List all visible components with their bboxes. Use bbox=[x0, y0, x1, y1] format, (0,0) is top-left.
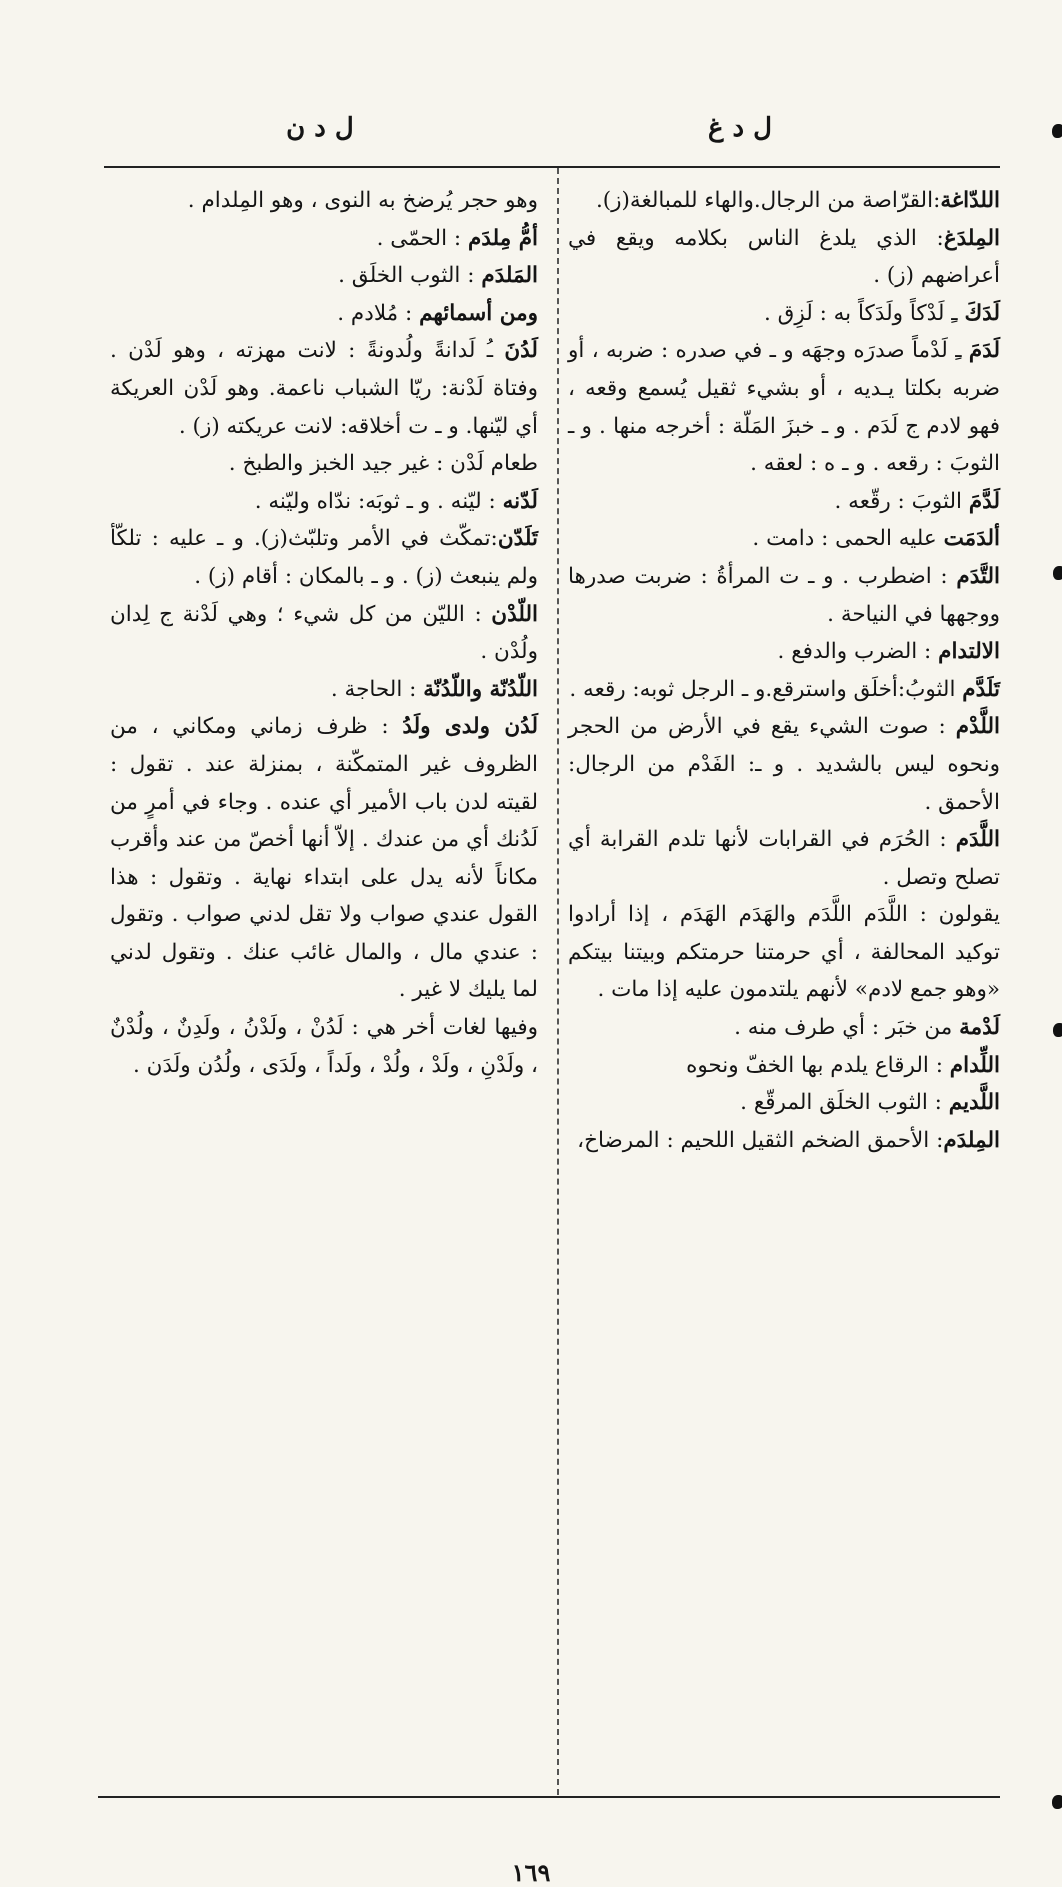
headword: لَدُنَ bbox=[504, 338, 538, 364]
headword: لَدْمة bbox=[959, 1015, 1000, 1041]
headword: تَلَدَّم bbox=[962, 676, 1000, 702]
dictionary-entry bbox=[110, 520, 538, 595]
definition: : اضطرب . و ـ ت المرأةُ : ضربت صدرها ووجهها في النياحة . bbox=[568, 563, 1000, 627]
definition: وفيها لغات أخر هي : لَدُنْ ، ولَدْنُ ، ولَدِنٌ ، ولُدْنٌ ، ولَدْنِ ، ولَدْ ، ولُدْ ، ولَداً ، ولَدَى ، ولُدُن ولَدَن . bbox=[110, 1015, 538, 1078]
dictionary-entry bbox=[110, 671, 538, 709]
definition: وهو حجر يُرضخ به النوى ، وهو المِلدام . bbox=[187, 188, 538, 213]
dictionary-entry bbox=[110, 332, 538, 445]
definition: ـِ لَدْكاً ولَدَكاً به : لَزِق . bbox=[763, 300, 965, 326]
headword: اللّدْن bbox=[491, 601, 538, 627]
headword: اللَّدَم bbox=[955, 827, 1000, 853]
definition: الثوبُ:أخلَق واسترقع.و ـ الرجل ثوبه: رقعه . bbox=[569, 676, 963, 702]
definition: : مُلادم . bbox=[337, 300, 420, 326]
definition: : الرقاع يلدم بها الخفّ ونحوه bbox=[686, 1052, 950, 1078]
definition: : الحمّى . bbox=[376, 225, 468, 251]
definition: :القرّاصة من الرجال.والهاء للمبالغة(ز). bbox=[595, 188, 941, 213]
definition: عليه الحمى : دامت . bbox=[752, 526, 944, 552]
dictionary-entry bbox=[568, 182, 1000, 220]
headword: لَدّنه bbox=[502, 488, 538, 514]
dictionary-entry bbox=[568, 1084, 1000, 1122]
definition: ـِ لَدْماً صدرَه وجهَه و ـ في صدره : ضربه ، أو ضربه بكلتا يـديه ، أو بشيء ثقيل يُسمع وقعه ، فهو لادم ج لَدَم . و ـ خبزَ المَلّة : أخرجه منها . و ـ الثوبَ : رقعه . و ـ ه : لعقه . bbox=[568, 338, 1000, 477]
dictionary-entry bbox=[568, 483, 1000, 521]
dictionary-entry bbox=[568, 520, 1000, 558]
definition: : الذي يلدغ الناس بكلامه ويقع في أعراضهم (ز) . bbox=[568, 225, 1000, 289]
dictionary-entry bbox=[110, 708, 538, 1009]
dictionary-entry bbox=[110, 257, 538, 295]
headword: تَلَدّن bbox=[497, 526, 538, 552]
headword: ومن أسمائهم bbox=[419, 300, 538, 326]
headword: المِلدَم bbox=[943, 1127, 1000, 1153]
dictionary-entry bbox=[568, 1009, 1000, 1047]
right-column bbox=[568, 182, 1000, 1159]
headword: اللِّدام bbox=[949, 1052, 1000, 1078]
dictionary-entry bbox=[110, 295, 538, 333]
definition: : الضرب والدفع . bbox=[777, 639, 939, 665]
edge-mark bbox=[1052, 1795, 1062, 1809]
definition: : الحُرَم في القرابات لأنها تلدم القرابة أي تصلح وتصل . bbox=[568, 827, 1000, 890]
definition: : الحاجة . bbox=[330, 676, 424, 702]
dictionary-entry bbox=[110, 596, 538, 671]
running-head-right: ل د غ bbox=[707, 113, 773, 143]
running-head-left: ل د ن bbox=[286, 113, 354, 143]
headword: المِلدَغ bbox=[943, 225, 1000, 251]
headword: الالتدام bbox=[938, 639, 1000, 665]
dictionary-entry bbox=[110, 483, 538, 521]
definition: يقولون : اللَّدَم اللَّدَم والهَدَم الهَدَم ، إذا أرادوا توكيد المحالفة ، أي حرمتنا حرمتكم وبيتنا بيتكم «وهو جمع لادم» لأنهم يلتدمون عليه إذا مات . bbox=[568, 902, 1000, 1003]
definition: : ليّنه . و ـ ثوبَه: ندّاه وليّنه . bbox=[254, 488, 503, 514]
dictionary-entry bbox=[110, 445, 538, 483]
edge-mark bbox=[1053, 1023, 1062, 1037]
definition: : الأحمق الضخم الثقيل اللحيم : المرضاخ، bbox=[577, 1127, 944, 1153]
definition: : الثوب الخلَق المرقّع . bbox=[740, 1090, 949, 1116]
footer-rule bbox=[98, 1796, 1000, 1798]
definition: : الليّن من كل شيء ؛ وهي لَدْنة ج لِدان ولُدْن . bbox=[110, 601, 538, 665]
headword: لَدَّمَ bbox=[968, 488, 1000, 514]
dictionary-entry bbox=[568, 821, 1000, 896]
dictionary-entry bbox=[110, 1009, 538, 1084]
left-column bbox=[110, 182, 538, 1084]
page-number: ١٦٩ bbox=[511, 1858, 551, 1887]
headword: اللَّدْم bbox=[955, 714, 1000, 740]
definition: الثوبَ : رقّعه . bbox=[834, 488, 969, 514]
dictionary-entry bbox=[568, 558, 1000, 633]
dictionary-entry bbox=[568, 332, 1000, 482]
definition: : ظرف زماني ومكاني ، من الظروف غير المتمكّنة ، بمنزلة عند . تقول : لقيته لدن باب الأمير أي عنده . وجاء في أمرٍ من لَدُنك أي من عندك . إلاّ أنها أخصّ من عند وأقرب مكاناً لأنه يدل على ابتداء نهاية . وتقول : هذا القول عندي صواب ولا تقل لدني صواب . وتقول : عندي مال ، والمال غائب عنك . وتقول لدني لما يليك لا غير . bbox=[110, 714, 538, 1003]
header-rule bbox=[104, 166, 1000, 168]
dictionary-entry bbox=[568, 295, 1000, 333]
headword: المَلدَم bbox=[481, 263, 538, 289]
headword: أمُّ مِلدَم bbox=[467, 225, 538, 251]
headword: لَدَمَ bbox=[968, 338, 1000, 364]
edge-mark bbox=[1053, 566, 1062, 580]
dictionary-entry bbox=[568, 1047, 1000, 1085]
dictionary-entry bbox=[568, 708, 1000, 821]
edge-mark bbox=[1052, 124, 1062, 138]
headword: لَدُن ولدى ولَدُ bbox=[402, 714, 538, 740]
definition: :تمكّث في الأمر وتلبّث(ز). و ـ عليه : تلكّأ ولم ينبعث (ز) . و ـ بالمكان : أقام (ز) . bbox=[110, 526, 538, 589]
headword: ألدَمَت bbox=[943, 526, 1000, 552]
dictionary-entry bbox=[568, 896, 1000, 1009]
dictionary-entry bbox=[110, 220, 538, 258]
column-divider bbox=[557, 168, 559, 1795]
dictionary-entry bbox=[110, 182, 538, 220]
headword: التَّدَم bbox=[956, 563, 1000, 589]
dictionary-entry bbox=[568, 1122, 1000, 1160]
definition: : صوت الشيء يقع في الأرض من الحجر ونحوه ليس بالشديد . و ـ: الفَدْم من الرجال: الأحمق . bbox=[568, 714, 1000, 815]
dictionary-entry bbox=[568, 671, 1000, 709]
definition: : الثوب الخلَق . bbox=[338, 263, 482, 289]
headword: اللَّديم bbox=[948, 1090, 1000, 1116]
dictionary-entry bbox=[568, 220, 1000, 295]
definition: من خبَر : أي طرف منه . bbox=[734, 1015, 960, 1041]
headword: اللّدُنّة واللّدُنّة bbox=[423, 676, 538, 702]
headword: اللدّاغة bbox=[940, 188, 1000, 213]
definition: ـُ لَدانةً ولُدونةً : لانت مهزته ، وهو لَدْن . وفتاة لَدْنة: ريّا الشباب ناعمة. وهو لَدْن العريكة أي ليّنها. و ـ ت أخلاقه: لانت عريكته (ز) . bbox=[110, 338, 538, 439]
definition: طعام لَدْن : غير جيد الخبز والطبخ . bbox=[228, 451, 538, 477]
dictionary-entry bbox=[568, 633, 1000, 671]
headword: لَدَكَ bbox=[964, 300, 1000, 326]
